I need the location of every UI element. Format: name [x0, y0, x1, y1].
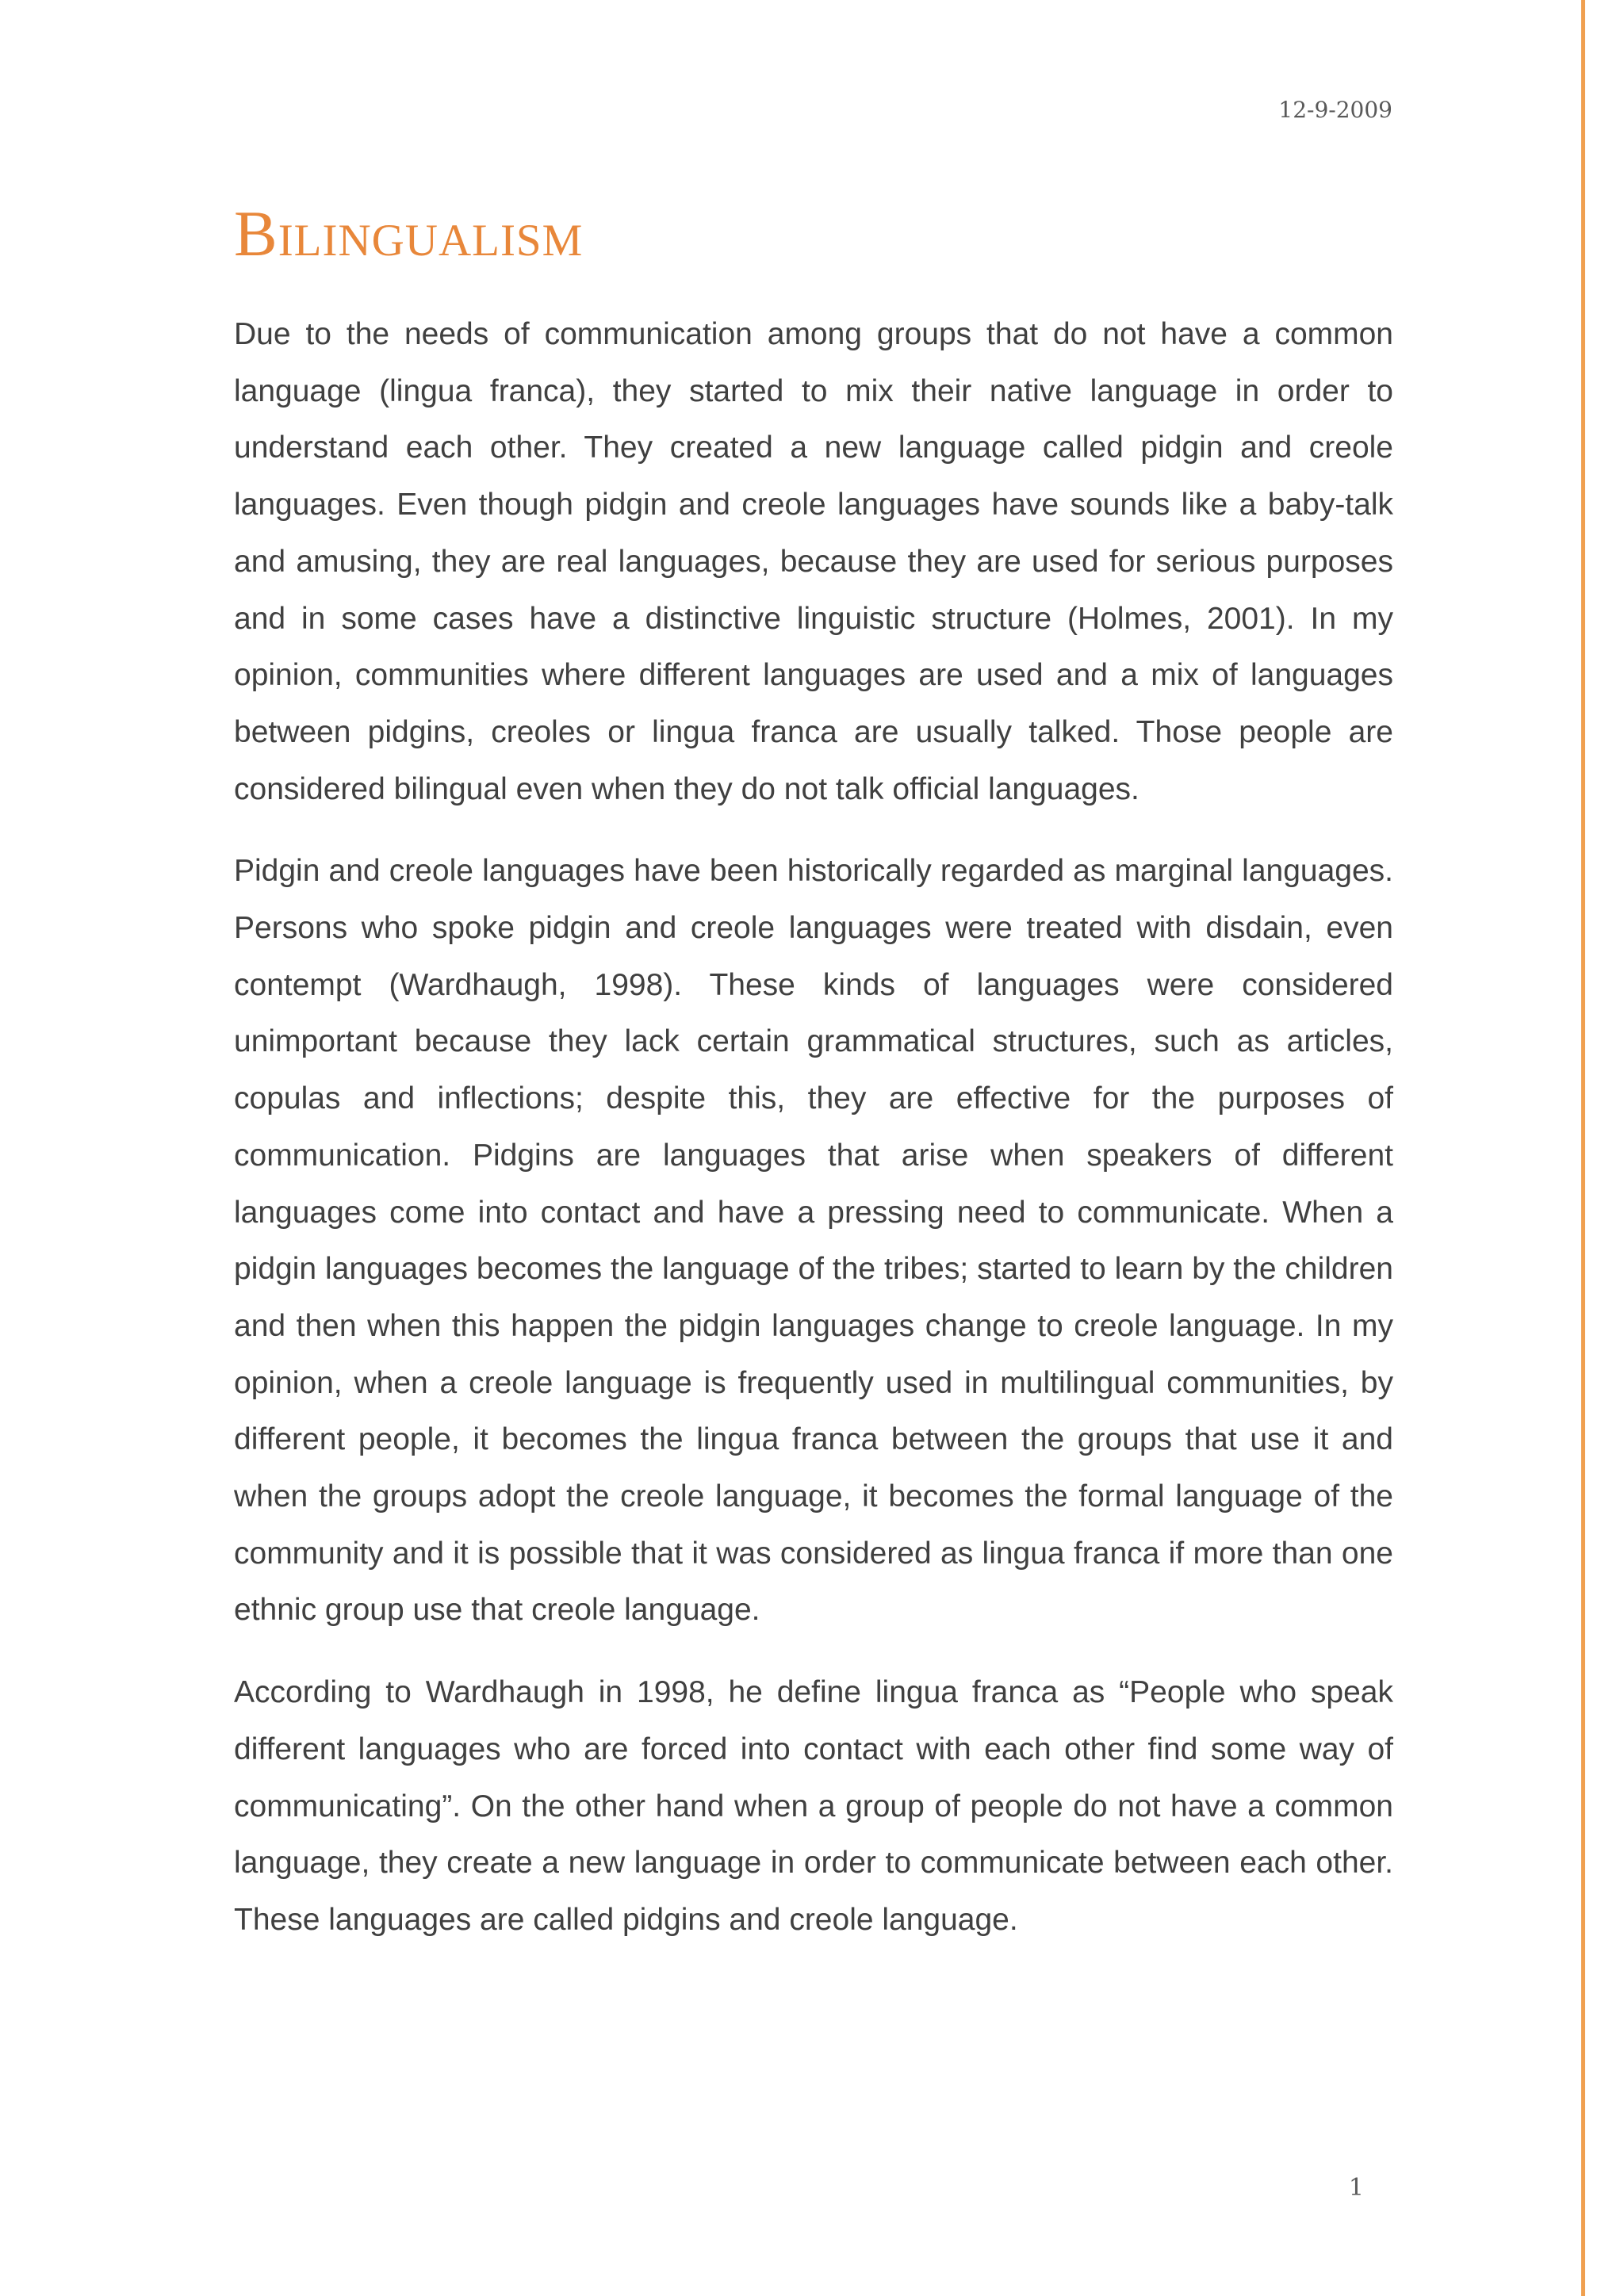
- document-title: Bilingualism: [234, 197, 584, 270]
- page-border-rule: [1581, 0, 1585, 2296]
- paragraph-2: Pidgin and creole languages have been historically regarded as marginal languages. Persons who spoke pidgin and creole languages were treated with disdain, even contempt (Wardhaugh, 1998). These kinds of languages were considered unimportant because they lack certain grammatical structures, such as articles, copulas and inflections; despite this, they are effective for the purposes of communication. Pidgins are languages that arise when speakers of different languages come into contact and have a pressing need to communicate. When a pidgin languages becomes the language of the tribes; started to learn by the children and then when this happen the pidgin languages change to creole language. In my opinion, when a creole language is frequently used in multilingual communities, by different people, it becomes the lingua franca between the groups that use it and when the groups adopt the creole language, it becomes the formal language of the community and it is possible that it was considered as lingua franca if more than one ethnic group use that creole language.: [234, 854, 1393, 1628]
- header-date: 12-9-2009: [1278, 97, 1392, 123]
- document-body: [234, 306, 1393, 1974]
- paragraph-3: According to Wardhaugh in 1998, he define lingua franca as “People who speak different languages who are forced into contact with each other find some way of communicating”. On the other hand when a group of people do not have a common language, they create a new language in order to communicate between each other. These languages are called pidgins and creole language.: [234, 1675, 1393, 1937]
- page-number: 1: [1348, 2174, 1364, 2202]
- paragraph-1: Due to the needs of communication among groups that do not have a common language (lingua franca), they started to mix their native language in order to understand each other. They created a new language called pidgin and creole languages. Even though pidgin and creole languages have sounds like a baby-talk and amusing, they are real languages, because they are used for serious purposes and in some cases have a distinctive linguistic structure (Holmes, 2001). In my opinion, communities where different languages are used and a mix of languages between pidgins, creoles or lingua franca are usually talked. Those people are considered bilingual even when they do not talk official languages.: [234, 317, 1393, 806]
